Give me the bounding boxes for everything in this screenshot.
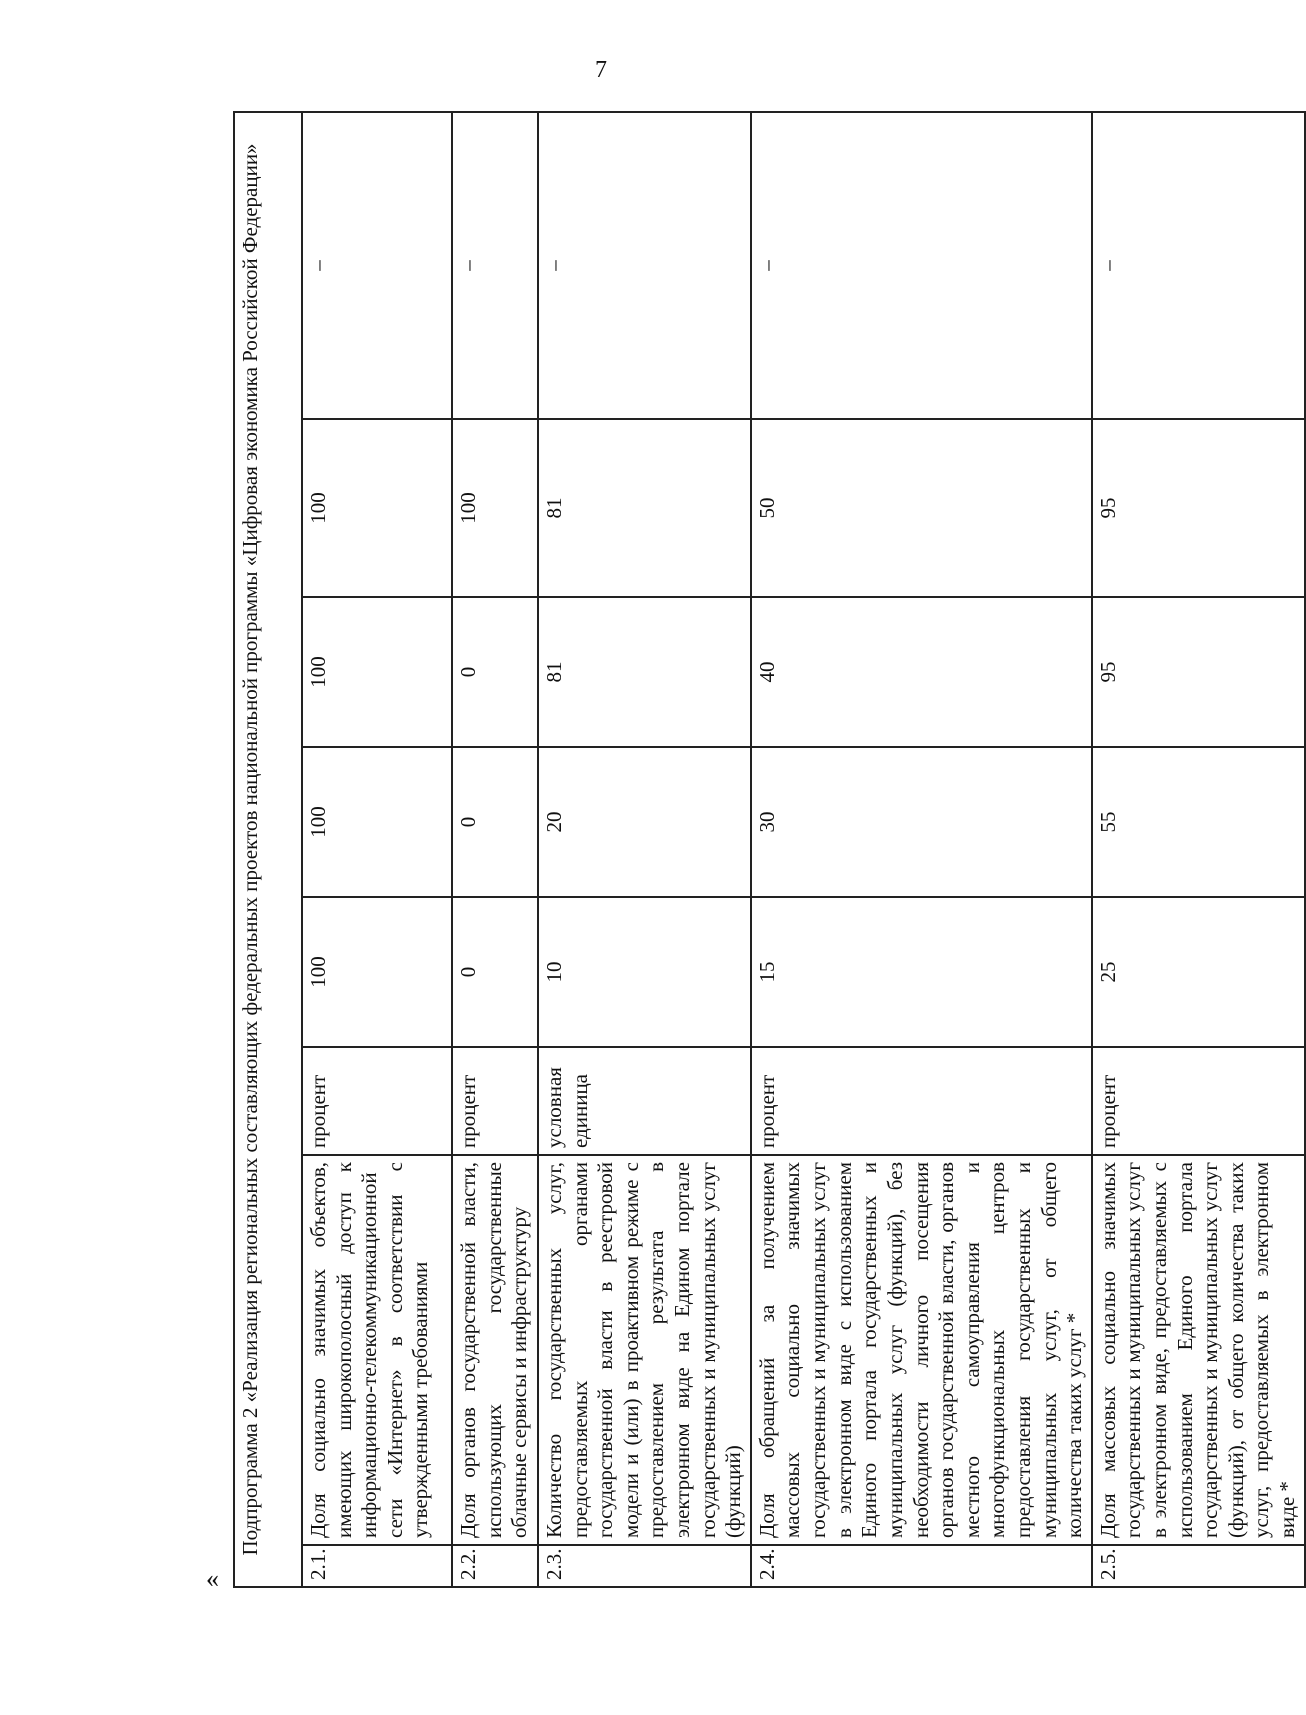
indicator-name: Доля органов государственной власти, использующих государственные облачные сервисы и инфраструктуру xyxy=(452,1155,538,1545)
indicators-table xyxy=(233,111,1306,1588)
indicator-name: Доля социально значимых объектов, имеющих широкополосный доступ к информационно-телекоммуникационной сети «Интернет» в соответствии с утвержденными требованиями xyxy=(302,1155,452,1545)
value-cell: 20 xyxy=(538,747,751,897)
row-number: 2.4. xyxy=(751,1545,1092,1587)
row-number: 2.3. xyxy=(538,1545,751,1587)
value-cell: 50 xyxy=(751,419,1092,597)
row-number: 2.2. xyxy=(452,1545,538,1587)
indicator-name: Доля массовых социально значимых государственных и муниципальных услуг в электронном виде, предоставляемых с использованием Единого портала государственных и муниципальных услуг (функций), от общего количества таких услуг, предоставляемых в электронном виде * xyxy=(1092,1155,1305,1545)
table-row xyxy=(751,112,1092,1587)
table-row xyxy=(302,112,452,1587)
row-number: 2.1. xyxy=(302,1545,452,1587)
unit-cell: условная единица xyxy=(538,1047,751,1155)
table-row xyxy=(1092,112,1305,1587)
indicator-name: Количество государственных услуг, предоставляемых органами государственной власти в реестровой модели и (или) в проактивном режиме с предоставлением результата в электронном виде на Едином портале государственных и муниципальных услуг (функций) xyxy=(538,1155,751,1545)
value-cell: 0 xyxy=(452,747,538,897)
table-row xyxy=(452,112,538,1587)
value-cell: 40 xyxy=(751,597,1092,747)
value-cell: 30 xyxy=(751,747,1092,897)
value-cell: 100 xyxy=(452,419,538,597)
unit-cell: процент xyxy=(452,1047,538,1155)
page-number: 7 xyxy=(595,57,607,83)
value-cell: 10 xyxy=(538,897,751,1047)
value-cell: 100 xyxy=(302,419,452,597)
section-header: Подпрограмма 2 «Реализация региональных составляющих федеральных проектов национальной программы «Цифровая экономика Российской Федерации» xyxy=(234,112,302,1587)
value-cell: – xyxy=(751,112,1092,419)
value-cell: 95 xyxy=(1092,597,1305,747)
value-cell: 15 xyxy=(751,897,1092,1047)
unit-cell: процент xyxy=(751,1047,1092,1155)
value-cell: 55 xyxy=(1092,747,1305,897)
value-cell: 81 xyxy=(538,597,751,747)
value-cell: – xyxy=(1092,112,1305,419)
rotated-table-container xyxy=(233,113,1300,1588)
opening-quote-mark: « xyxy=(206,1564,219,1593)
value-cell: 25 xyxy=(1092,897,1305,1047)
value-cell: 100 xyxy=(302,597,452,747)
value-cell: 95 xyxy=(1092,419,1305,597)
indicator-name: Доля обращений за получением массовых социально значимых государственных и муниципальных услуг в электронном виде с использованием Единого портала государственных и муниципальных услуг (функций), без необходимости личного посещения органов государственной власти, органов местного самоуправления и многофункциональных центров предоставления государственных и муниципальных услуг, от общего количества таких услуг * xyxy=(751,1155,1092,1545)
section-header-row xyxy=(234,112,302,1587)
value-cell: – xyxy=(452,112,538,419)
value-cell: 81 xyxy=(538,419,751,597)
value-cell: 0 xyxy=(452,897,538,1047)
value-cell: – xyxy=(302,112,452,419)
value-cell: 0 xyxy=(452,597,538,747)
row-number: 2.5. xyxy=(1092,1545,1305,1587)
unit-cell: процент xyxy=(1092,1047,1305,1155)
unit-cell: процент xyxy=(302,1047,452,1155)
value-cell: 100 xyxy=(302,897,452,1047)
table-row xyxy=(538,112,751,1587)
value-cell: 100 xyxy=(302,747,452,897)
value-cell: – xyxy=(538,112,751,419)
